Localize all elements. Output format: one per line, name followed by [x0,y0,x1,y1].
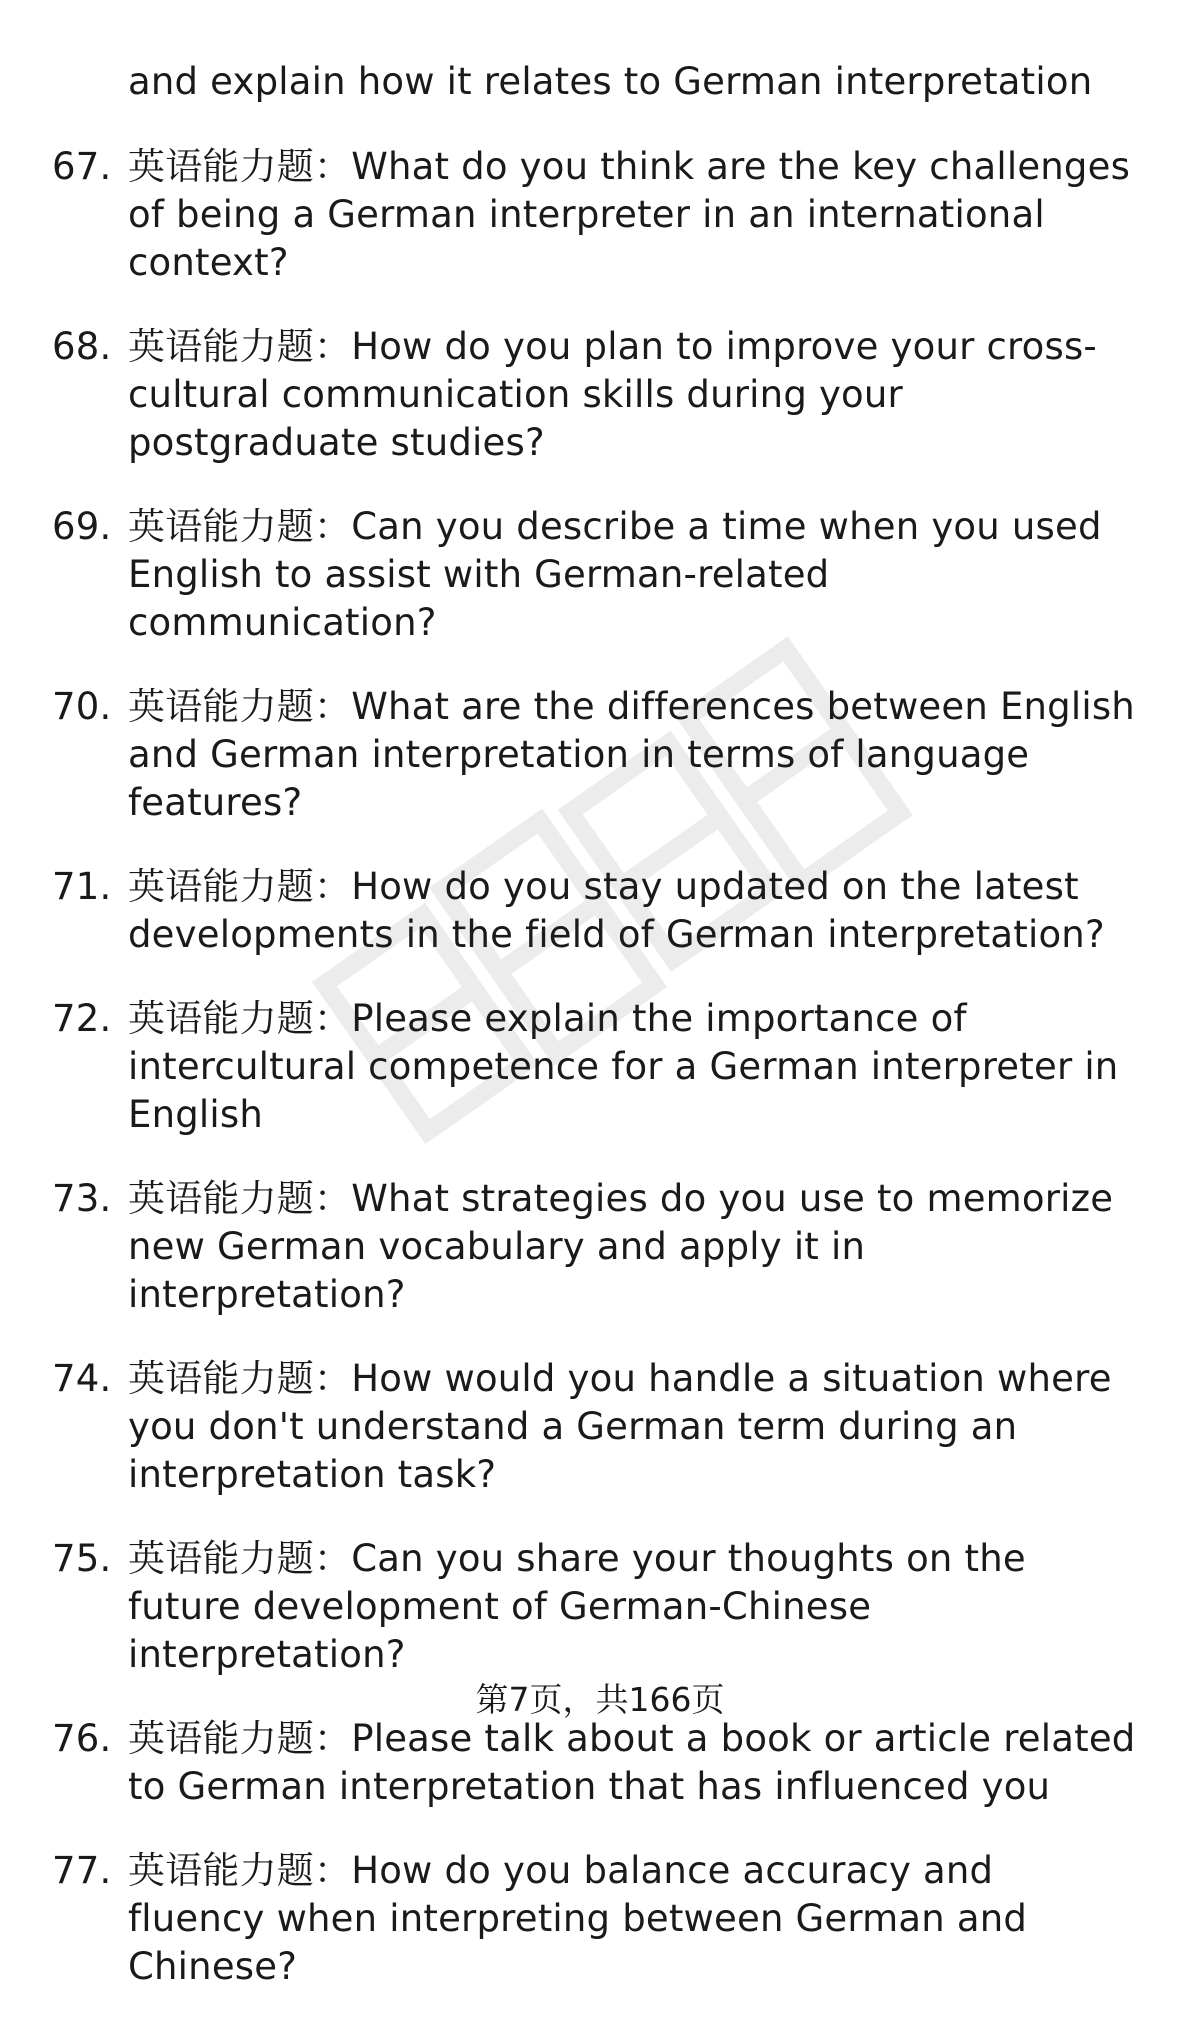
question-number: 69. [52,505,112,548]
question-number: 76. [52,1717,112,1760]
question-number: 72. [52,997,112,1040]
question-item [0,863,1138,959]
question-number: 71. [52,865,112,908]
question-number: 75. [52,1537,112,1580]
question-text: 英语能力题：How would you handle a situation where you don't understand a German term during an interpretation task? [128,1357,1112,1496]
question-text: 英语能力题：Can you describe a time when you used English to assist with German-related communication? [128,505,1102,644]
question-item [0,503,1138,647]
question-number: 74. [52,1357,112,1400]
question-text: 英语能力题：How do you balance accuracy and fluency when interpreting between German and Chinese? [128,1849,1028,1988]
question-item [0,1175,1138,1319]
question-list [0,143,1200,2027]
continued-question-text: and explain how it relates to German interpretation [128,60,1093,103]
question-item [0,1715,1138,1811]
question-item [0,683,1138,827]
question-item [0,1355,1138,1499]
question-text: 英语能力题：Please explain the importance of intercultural competence for a German interpreter in English [128,997,1119,1136]
page-footer [0,1678,1200,1722]
question-item [0,143,1138,287]
question-text: 英语能力题：Please talk about a book or article related to German interpretation that has influenced you [128,1717,1136,1808]
question-number: 70. [52,685,112,728]
question-item [0,1535,1138,1679]
question-text: 英语能力题：What strategies do you use to memorize new German vocabulary and apply it in interpretation? [128,1177,1114,1316]
question-number: 77. [52,1849,112,1892]
question-number: 73. [52,1177,112,1220]
question-number: 68. [52,325,112,368]
question-text: 英语能力题：How do you stay updated on the latest developments in the field of German interpretation? [128,865,1105,956]
question-text: 英语能力题：Can you share your thoughts on the future development of German-Chinese interpretation? [128,1537,1026,1676]
question-item [0,995,1138,1139]
question-text: 英语能力题：How do you plan to improve your cross-cultural communication skills during your postgraduate studies? [128,325,1097,464]
page-number-text: 第7页，共166页 [475,1680,725,1719]
question-item [0,323,1138,467]
question-number: 67. [52,145,112,188]
question-text: 英语能力题：What are the differences between English and German interpretation in terms of language features? [128,685,1135,824]
question-item [0,1847,1138,1991]
question-text: 英语能力题：What do you think are the key challenges of being a German interpreter in an international context? [128,145,1131,284]
